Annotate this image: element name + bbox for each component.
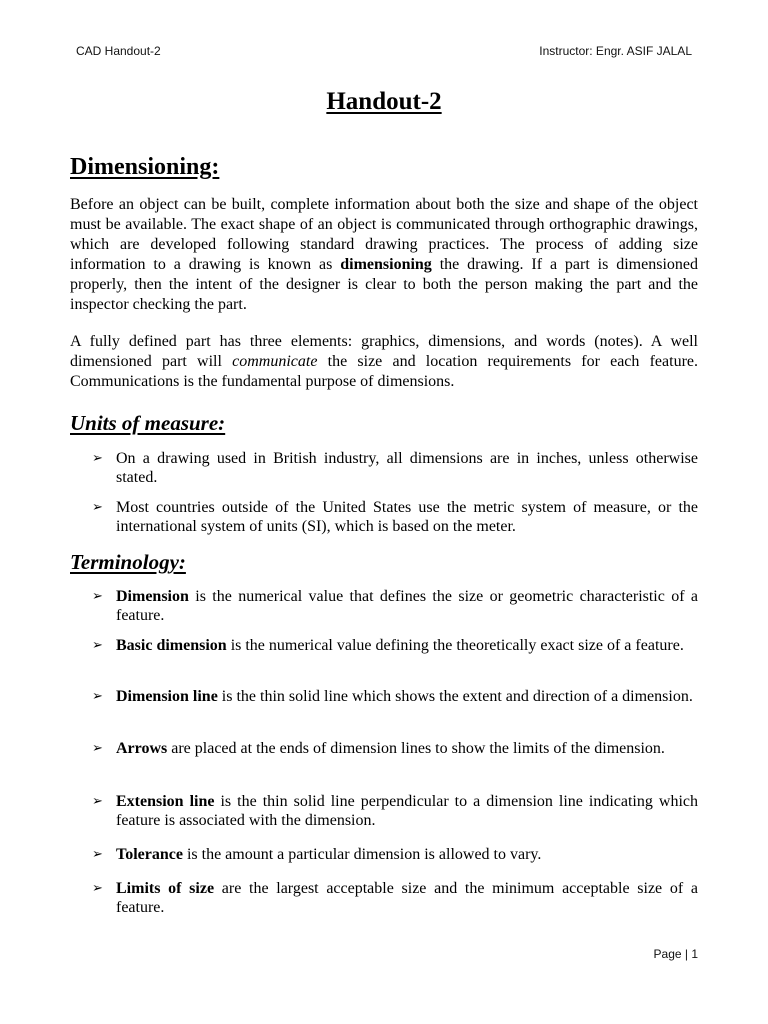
arrow-bullet-icon: ➢ (92, 451, 103, 466)
header-left-text: CAD Handout-2 (76, 44, 161, 58)
italic-term: communicate (232, 353, 318, 370)
page-title: Handout-2 (326, 88, 442, 115)
term: Dimension (116, 588, 189, 605)
paragraph-text: the size and location requirements for each feature. Communications is the fundamental purpose of dimensions. (70, 353, 699, 390)
term: Dimension line (116, 688, 218, 705)
term: Extension line (116, 793, 215, 810)
list-item (92, 845, 698, 864)
arrow-bullet-icon: ➢ (92, 794, 103, 809)
list-item (92, 687, 698, 706)
term: Tolerance (116, 846, 183, 863)
list-item (92, 636, 698, 655)
paragraph-text: Before an object can be built, complete information about both the size and shape of the object must be available. The exact shape of an object is communicated through orthographic drawings, which are developed following standard drawing practices. The process of adding size information to a drawing is known as (70, 196, 698, 273)
list-item-text: Most countries outside of the United States use the metric system of measure, or the international system of units (SI), which is based on the meter. (116, 499, 698, 535)
arrow-bullet-icon: ➢ (92, 589, 103, 604)
arrow-bullet-icon: ➢ (92, 741, 103, 756)
list-item (92, 739, 698, 758)
arrow-bullet-icon: ➢ (92, 881, 103, 896)
paragraph-fully-defined-part (70, 332, 698, 392)
section-heading-units: Units of measure: (70, 411, 226, 435)
term: Basic dimension (116, 637, 227, 654)
paragraph-dimensioning-intro (70, 195, 698, 315)
arrow-bullet-icon: ➢ (92, 638, 103, 653)
list-item (92, 449, 698, 487)
definition: is the numerical value that defines the size or geometric characteristic of a feature. (116, 588, 698, 624)
term: Arrows (116, 740, 168, 757)
arrow-bullet-icon: ➢ (92, 847, 103, 862)
paragraph-text: the drawing. If a part is dimensioned properly, then the intent of the designer is clear to both the person making the part and the inspector checking the part. (70, 256, 699, 313)
section-heading-dimensioning: Dimensioning: (70, 154, 220, 180)
definition: are placed at the ends of dimension lines to show the limits of the dimension. (167, 740, 665, 757)
term: Limits of size (116, 880, 215, 897)
list-item (92, 587, 698, 625)
definition: are the largest acceptable size and the minimum acceptable size of a feature. (116, 880, 698, 916)
definition: is the numerical value defining the theoretically exact size of a feature. (226, 637, 684, 654)
definition: is the thin solid line which shows the extent and direction of a dimension. (217, 688, 693, 705)
list-item-text: On a drawing used in British industry, all dimensions are in inches, unless otherwise stated. (116, 450, 698, 486)
definition: is the thin solid line perpendicular to a dimension line indicating which feature is associated with the dimension. (116, 793, 698, 829)
bold-term: dimensioning (340, 256, 432, 273)
arrow-bullet-icon: ➢ (92, 500, 103, 515)
list-item (92, 498, 698, 536)
arrow-bullet-icon: ➢ (92, 689, 103, 704)
definition: is the amount a particular dimension is allowed to vary. (182, 846, 542, 863)
page-number: Page | 1 (653, 947, 698, 961)
list-item (92, 879, 698, 917)
header-right-text: Instructor: Engr. ASIF JALAL (539, 44, 692, 58)
list-item (92, 792, 698, 830)
paragraph-text: A fully defined part has three elements: graphics, dimensions, and words (notes). A well dimensioned part will (70, 333, 698, 370)
section-heading-terminology: Terminology: (70, 550, 186, 574)
units-list (92, 449, 698, 536)
